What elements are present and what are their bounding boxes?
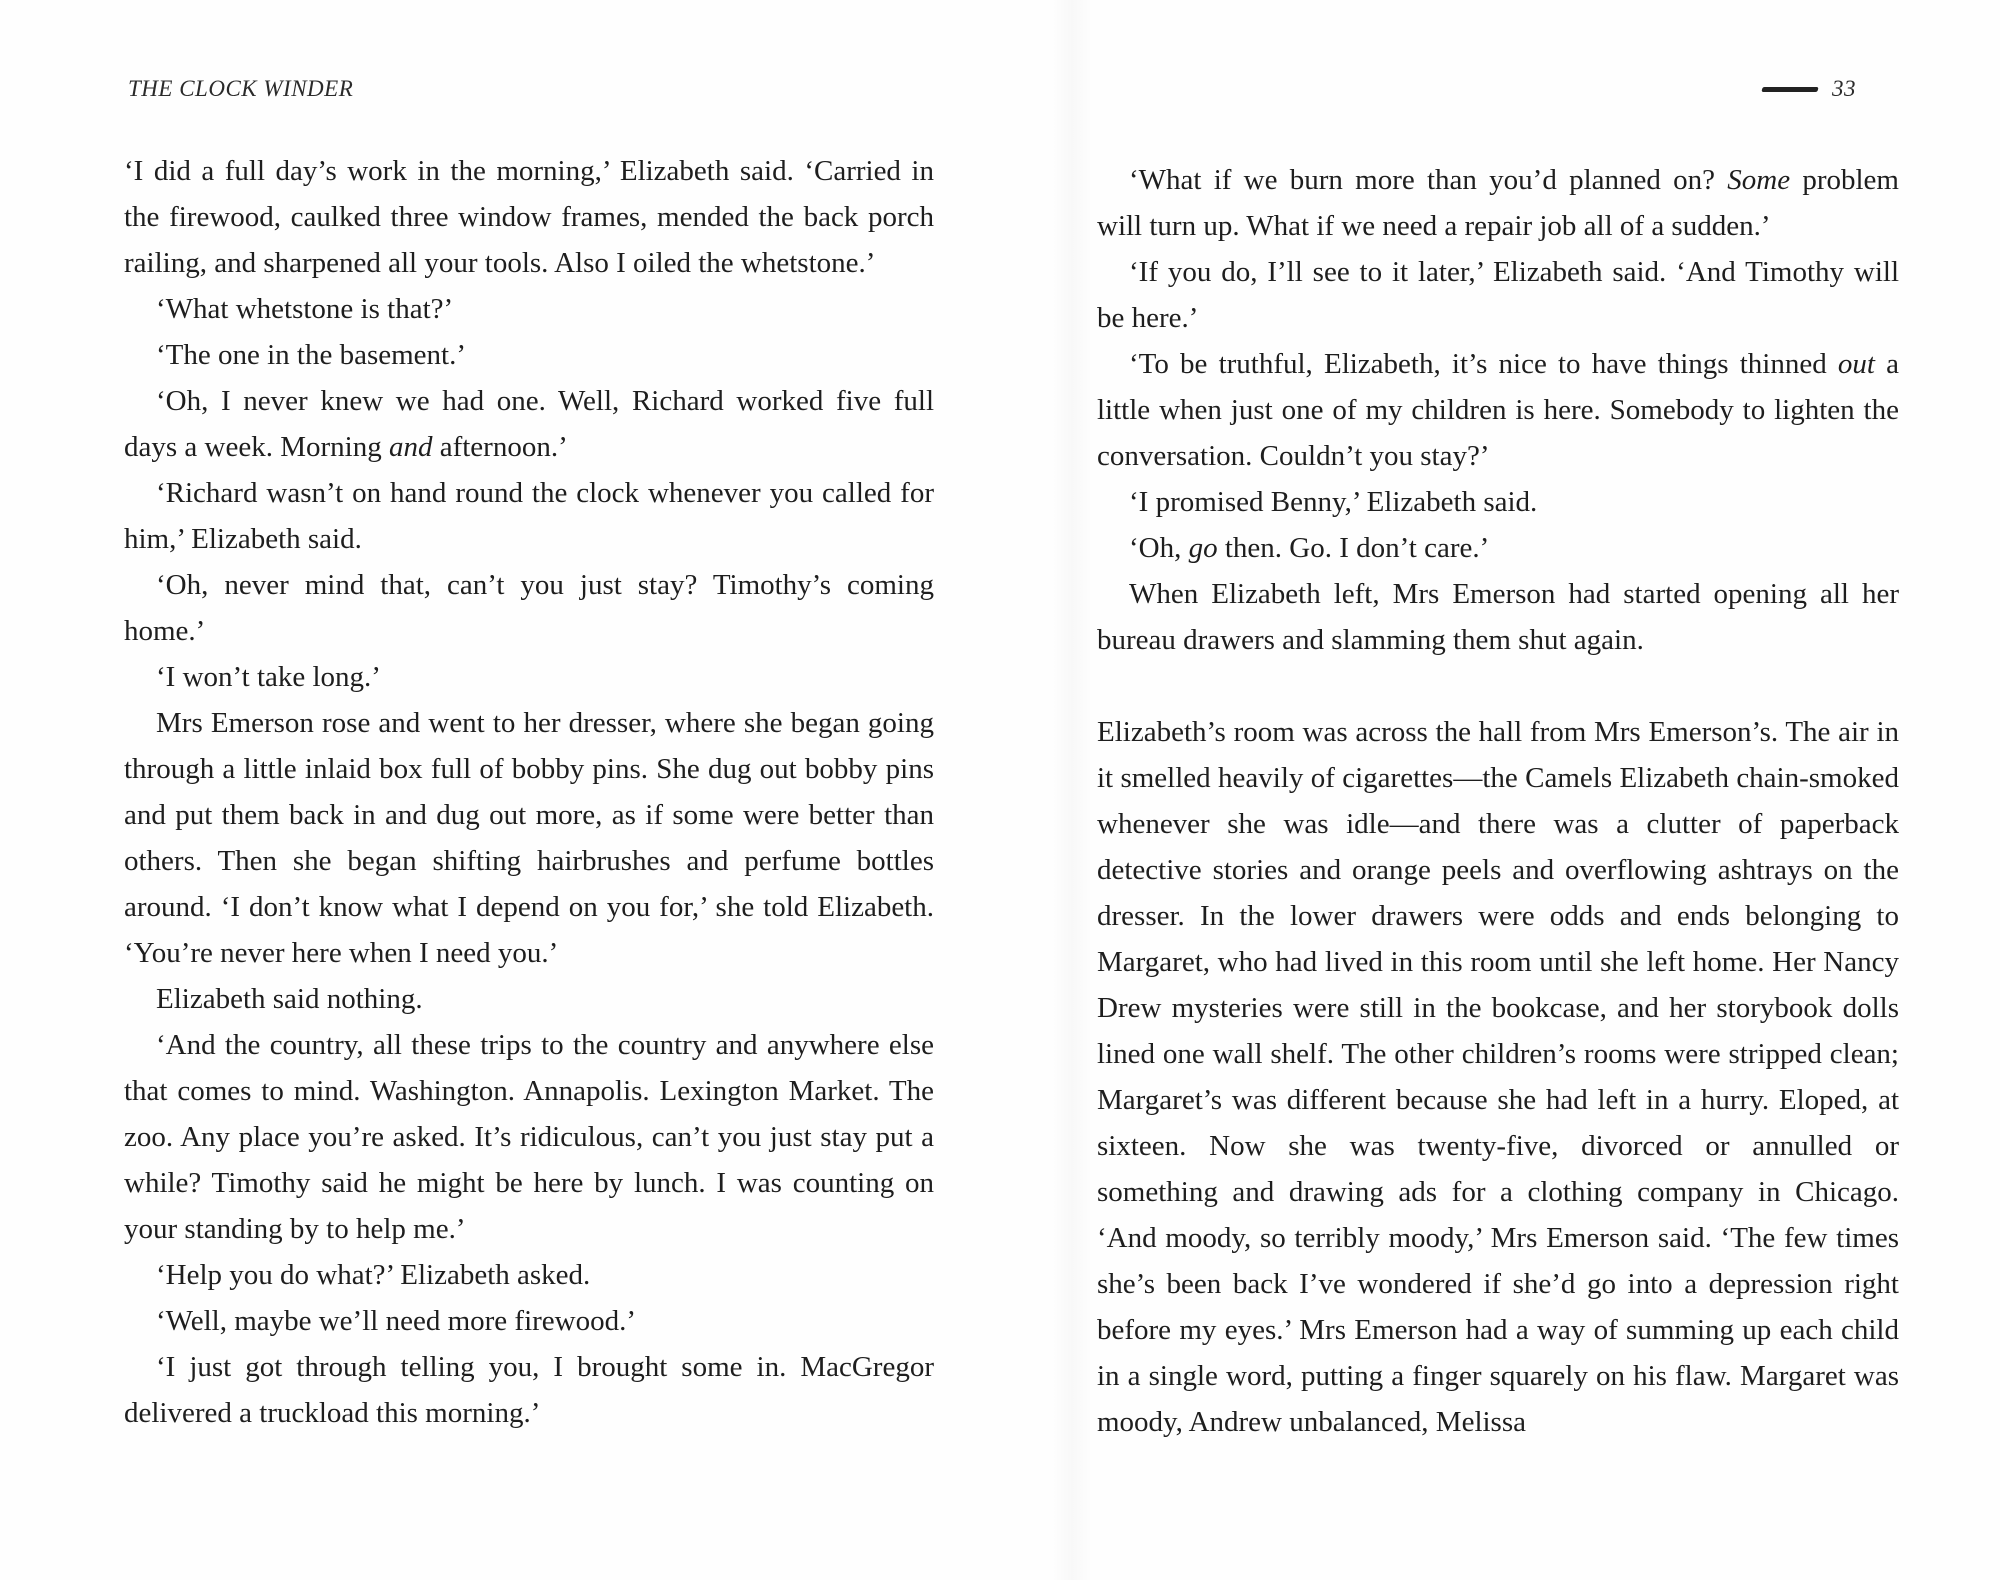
running-head-title: THE CLOCK WINDER [128,76,354,101]
paragraph: ‘To be truthful, Elizabeth, it’s nice to have things thinned out a little when just one of my children is here. Somebody to lighten the conversation. Couldn’t you stay?’ [1097,348,1899,472]
paragraph: ‘Oh, I never knew we had one. Well, Richard worked five full days a week. Morning and afternoon.’ [124,385,934,463]
paragraph: ‘Oh, go then. Go. I don’t care.’ [1129,532,1490,564]
paragraph: ‘Well, maybe we’ll need more firewood.’ [156,1305,637,1337]
running-head-folio [1762,76,1856,102]
paragraph: ‘I promised Benny,’ Elizabeth said. [1129,486,1538,518]
paragraph: ‘What whetstone is that?’ [156,293,454,325]
paragraph: ‘Richard wasn’t on hand round the clock whenever you called for him,’ Elizabeth said. [124,477,934,555]
paragraph: Elizabeth’s room was across the hall from Mrs Emerson’s. The air in it smelled heavily of cigarettes—the Camels Elizabeth chain-smoked whenever she was idle—and there was a clutter of paperback detective stories and orange peels and overflowing ashtrays on the dresser. In the lower drawers were odds and ends belonging to Margaret, who had lived in this room until she left home. Her Nancy Drew mysteries were still in the bookcase, and her storybook dolls lined one wall shelf. The other children’s rooms were stripped clean; Margaret’s was different because she had left in a hurry. Eloped, at sixteen. Now she was twenty-five, divorced or annulled or something and drawing ads for a clothing company in Chicago. ‘And moody, so terribly moody,’ Mrs Emerson said. ‘The few times she’s been back I’ve wondered if she’d go into a depression right before my eyes.’ Mrs Emerson had a way of summing up each child in a single word, putting a finger squarely on his flaw. Margaret was moody, Andrew unbalanced, Melissa [1097,716,1899,1438]
page-number: 33 [1832,76,1856,101]
left-page-body [124,148,934,1436]
paragraph: ‘I just got through telling you, I brought some in. MacGregor delivered a truckload this morning.’ [124,1351,934,1429]
paragraph: ‘The one in the basement.’ [156,339,467,371]
paragraph: ‘If you do, I’ll see to it later,’ Elizabeth said. ‘And Timothy will be here.’ [1097,256,1899,334]
right-page-body [1097,157,1899,1445]
paragraph: When Elizabeth left, Mrs Emerson had started opening all her bureau drawers and slamming them shut again. [1097,578,1899,656]
folio-rule-ornament [1761,87,1818,92]
paragraph: ‘Oh, never mind that, can’t you just stay? Timothy’s coming home.’ [124,569,934,647]
paragraph: ‘And the country, all these trips to the country and anywhere else that comes to mind. Washington. Annapolis. Lexington Market. The zoo. Any place you’re asked. It’s ridiculous, can’t you just stay put a while? Timothy said he might be here by lunch. I was counting on your standing by to help me.’ [124,1029,934,1245]
paragraph: Mrs Emerson rose and went to her dresser, where she began going through a little inlaid box full of bobby pins. She dug out bobby pins and put them back in and dug out more, as if some were better than others. Then she began shifting hairbrushes and perfume bottles around. ‘I don’t know what I depend on you for,’ she told Elizabeth. ‘You’re never here when I need you.’ [124,707,934,969]
paragraph: ‘What if we burn more than you’d planned on? Some problem will turn up. What if we need a repair job all of a sudden.’ [1097,164,1899,242]
book-gutter [1052,0,1092,1580]
paragraph: Elizabeth said nothing. [156,983,423,1015]
section-break [1097,663,1899,709]
paragraph: ‘I did a full day’s work in the morning,’ Elizabeth said. ‘Carried in the firewood, caulked three window frames, mended the back porch railing, and sharpened all your tools. Also I oiled the whetstone.’ [124,155,934,279]
paragraph: ‘I won’t take long.’ [156,661,381,693]
paragraph: ‘Help you do what?’ Elizabeth asked. [156,1259,591,1291]
